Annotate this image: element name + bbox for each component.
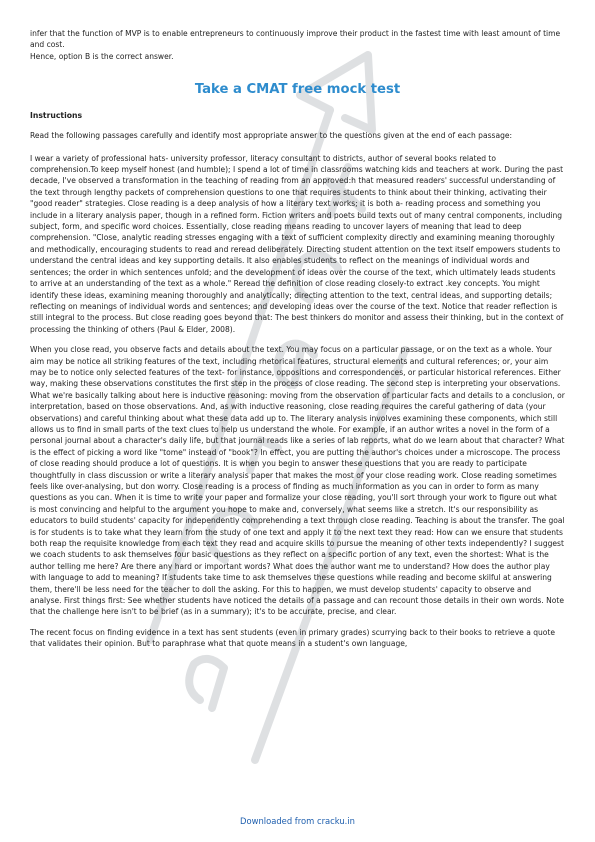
- document-page: [30, 28, 565, 659]
- instructions-text: Read the following passages carefully and identify most appropriate answer to the questions given at the end of each passage:: [30, 131, 513, 141]
- intro-line-1: infer that the function of MVP is to enable entrepreneurs to continuously improve their product in the fastest time with least amount of time and cost.: [30, 29, 561, 50]
- instructions-heading: Instructions: [30, 111, 83, 121]
- passage-paragraph-3: The recent focus on finding evidence in a text has sent students (even in primary grades) scurrying back to their books to retrieve a quote that validates their opinion. But to paraphrase what that quote means in a student's own language,: [30, 627, 556, 649]
- downloaded-from-link[interactable]: Downloaded from cracku.in: [240, 816, 355, 826]
- passage-paragraph-2: When you close read, you observe facts and details about the text. You may focus on a particular passage, or on the text as a whole. Your aim may be notice all striking features of the text, including rhetorical features, structural elements and cultural references; or, your aim may be to notice only selected features of the text- for instance, oppositions and correspondences, or particular historical references. Either way, making these observations constitutes the first step in the process of close reading. The second step is interpreting your observations. What we're basically talking about here is inductive reasoning: moving from the observation of particular facts and details to a conclusion, or interpretation, based on those observations. And, as with inductive reasoning, close reading requires the careful gathering of data (your observations) and careful thinking about what these data add up to. The literary analysis involves examining these components, which still allows us to find in small parts of the text clues to help us understand the whole. For example, if an author writes a novel in the form of a personal journal about a character's daily life, but that journal reads like a series of lab reports, what do we learn about that character? What is the effect of picking a word like "tome" instead of "book"? In effect, you are putting the author's choices under a microscope. The process of close reading should produce a lot of questions. It is when you begin to answer these questions that you are ready to participate thoughtfully in class discussion or write a literary analysis paper that makes the most of your close reading work. Close reading sometimes feels like over-analysing, but don worry. Close reading is a process of finding as much information as you can in order to form as many questions as you can. When it is time to write your paper and formalize your close reading, you'll sort through your work to figure out what is most convincing and helpful to the argument you hope to make and, conversely, what seems like a stretch. It's our responsibility as educators to build students' capacity for independently comprehending a text through close reading. Teaching is about the transfer. The goal is for students is to take what they learn from the study of one text and apply it to the next text they read: How can we ensure that students both reap the requisite knowledge from each text they read and acquire skills to pursue the meaning of other texts independently? I suggest we coach students to ask themselves four basic questions as they reflect on a specific portion of any text, even the shortest: What is the author telling me here? Are there any hard or important words? What does the author want me to understand? How does the author play with language to add to meaning? If students take time to ask themselves these questions while reading and become skilful at answering them, there'll be less need for the teacher to doll the asking. For this to happen, we must develop students' capacity to observe and analyse. First things first: See whether students have noticed the details of a passage and can recount those details in their own words. Note that the challenge here isn't to be brief (as in a summary); it's to be accurate, precise, and clear.: [30, 345, 565, 617]
- free-mock-test-link[interactable]: Take a CMAT free mock test: [194, 82, 401, 98]
- intro-line-2: Hence, option B is the correct answer.: [30, 51, 174, 61]
- passage-paragraph-1: I wear a variety of professional hats- university professor, literacy consultant to districts, author of several books related to comprehension.To keep myself honest (and humble); I spend a lot of time in classrooms watching kids and teachers at work. During the past decade, I've observed a transformation in the teaching of reading from an approved:h that measured readers' successful understanding of the text through lengthy packets of comprehension questions to one that requires students to think about their thinking, activating their "good reader" strategies. Close reading is a deep analysis of how a literary text works; it is both a- reading process and something you include in a literary analysis paper, though in a refined form. Fiction writers and poets build texts out of many central components, including subject, form, and specific word choices. Essentially, close reading means reading to uncover layers of meaning that lead to deep comprehension. "Close, analytic reading stresses engaging with a text of sufficient complexity directly and examining meaning thoroughly and methodically, encouraging students to read and reread deliberately. Directing student attention on the text itself empowers students to understand the central ideas and key supporting details. It also enables students to reflect on the meanings of individual words and sentences; the order in which sentences unfold; and the development of ideas over the course of the text, which ultimately leads students to arrive at an understanding of the text as a whole." Reread the definition of close reading closely-to extract .key concepts. You might identify these ideas, examining meaning thoroughly and analytically; directing attention to the text, central ideas, and supporting details; reflecting on meanings of individual words and sentences; and developing ideas over the course of the text. Notice that reader reflection is still integral to the process. But close reading goes beyond that: The best thinkers do monitor and assess their thinking, but in the context of processing the thinking of others (Paul & Elder, 2008).: [30, 153, 564, 334]
